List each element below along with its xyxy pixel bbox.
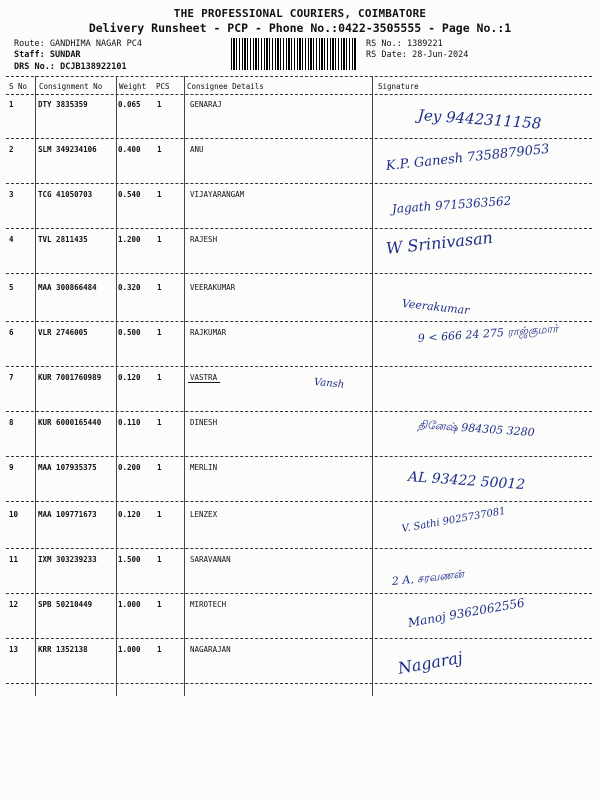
column-divider <box>372 76 373 696</box>
row-consignment-no: DTY 3835359 <box>38 100 88 109</box>
row-pcs: 1 <box>157 235 162 244</box>
row-weight: 1.000 <box>118 600 141 609</box>
row-weight: 0.200 <box>118 463 141 472</box>
row-consignee: NAGARAJAN <box>190 645 231 654</box>
drs-value: DCJB138922101 <box>60 62 127 72</box>
staff-value: SUNDAR <box>49 50 81 60</box>
row-consignment-no: MAA 107935375 <box>38 463 97 472</box>
row-separator <box>6 183 592 184</box>
row-separator <box>6 273 592 274</box>
rs-no-value: 1389221 <box>406 39 443 49</box>
column-divider <box>116 76 117 696</box>
row-consignment-no: SLM 349234106 <box>38 145 97 154</box>
strikethrough-mark <box>188 382 220 383</box>
staff-line <box>14 50 81 60</box>
row-consignment-no: KRR 1352138 <box>38 645 88 654</box>
row-sno: 10 <box>9 510 19 519</box>
row-weight: 0.120 <box>118 373 141 382</box>
row-sno: 8 <box>9 418 14 427</box>
row-consignment-no: KUR 6000165440 <box>38 418 102 427</box>
column-header-consignment: Consignment No <box>39 82 103 91</box>
row-consignment-no: KUR 7001760989 <box>38 373 102 382</box>
row-consignment-no: IXM 303239233 <box>38 555 97 564</box>
row-separator <box>6 683 592 684</box>
drs-label: DRS No.: <box>14 62 55 72</box>
column-header-signature: Signature <box>378 82 419 91</box>
row-separator <box>6 593 592 594</box>
row-sno: 2 <box>9 145 14 154</box>
row-separator <box>6 638 592 639</box>
row-signature: Vansh <box>313 377 345 391</box>
row-sno: 9 <box>9 463 14 472</box>
row-separator <box>6 228 592 229</box>
row-signature: W Srinivasan <box>385 227 494 258</box>
route-line <box>14 39 142 49</box>
row-weight: 0.500 <box>118 328 141 337</box>
row-weight: 0.110 <box>118 418 141 427</box>
barcode <box>231 38 357 70</box>
row-signature: Veerakumar <box>401 297 471 318</box>
row-consignee: VASTRA <box>190 373 218 382</box>
row-pcs: 1 <box>157 510 162 519</box>
row-pcs: 1 <box>157 283 162 292</box>
row-pcs: 1 <box>157 145 162 154</box>
row-separator <box>6 548 592 549</box>
row-pcs: 1 <box>157 600 162 609</box>
row-separator <box>6 366 592 367</box>
row-pcs: 1 <box>157 463 162 472</box>
route-value: GANDHIMA NAGAR PC4 <box>49 39 142 49</box>
row-consignment-no: VLR 2746005 <box>38 328 88 337</box>
row-signature: 2 A, சரவணன் <box>391 567 465 588</box>
row-separator <box>6 456 592 457</box>
row-consignee: ANU <box>190 145 204 154</box>
row-weight: 0.540 <box>118 190 141 199</box>
rs-no-line <box>366 39 443 49</box>
row-sno: 1 <box>9 100 14 109</box>
row-sno: 12 <box>9 600 19 609</box>
column-header-consignee: Consignee Details <box>187 82 264 91</box>
row-signature: Manoj 9362062556 <box>406 595 526 630</box>
row-consignment-no: MAA 109771673 <box>38 510 97 519</box>
header-bottom-rule <box>6 94 592 95</box>
row-consignment-no: TCG 41050703 <box>38 190 93 199</box>
row-signature: 9 < 666 24 275 ராஜ்குமார் <box>417 322 559 345</box>
row-weight: 1.200 <box>118 235 141 244</box>
drs-line <box>14 62 127 72</box>
row-consignee: GENARAJ <box>190 100 222 109</box>
row-consignee: MERLIN <box>190 463 218 472</box>
row-sno: 7 <box>9 373 14 382</box>
row-consignment-no: MAA 300866484 <box>38 283 97 292</box>
rs-date-line <box>366 50 468 60</box>
column-divider <box>184 76 185 696</box>
row-sno: 11 <box>9 555 19 564</box>
row-consignee: SARAVANAN <box>190 555 231 564</box>
header-top-rule <box>6 76 592 77</box>
runsheet-title: Delivery Runsheet - PCP - Phone No.:0422-3505555 - Page No.:1 <box>88 21 512 35</box>
row-signature: AL 93422 50012 <box>407 469 526 494</box>
row-weight: 0.065 <box>118 100 141 109</box>
route-label: Route: <box>14 39 45 49</box>
row-consignee: VIJAYARANGAM <box>190 190 245 199</box>
row-sno: 3 <box>9 190 14 199</box>
row-pcs: 1 <box>157 190 162 199</box>
row-signature: Jey 9442311158 <box>417 106 542 133</box>
row-signature: தினேஷ் 984305 3280 <box>417 418 536 440</box>
row-separator <box>6 321 592 322</box>
row-weight: 0.320 <box>118 283 141 292</box>
row-pcs: 1 <box>157 645 162 654</box>
row-pcs: 1 <box>157 328 162 337</box>
row-separator <box>6 411 592 412</box>
row-consignee: RAJESH <box>190 235 218 244</box>
row-sno: 4 <box>9 235 14 244</box>
row-weight: 0.400 <box>118 145 141 154</box>
row-weight: 1.000 <box>118 645 141 654</box>
row-sno: 5 <box>9 283 14 292</box>
row-consignee: VEERAKUMAR <box>190 283 236 292</box>
row-pcs: 1 <box>157 555 162 564</box>
column-header-weight: Weight <box>119 82 147 91</box>
rs-no-label: RS No.: <box>366 39 402 49</box>
row-consignment-no: TVL 2811435 <box>38 235 88 244</box>
row-signature: Jagath 9715363562 <box>391 193 512 216</box>
row-signature: V. Sathi 9025737081 <box>401 505 507 535</box>
staff-label: Staff: <box>14 50 45 60</box>
row-consignee: RAJKUMAR <box>190 328 227 337</box>
row-signature: Nagaraj <box>396 647 465 678</box>
row-weight: 1.500 <box>118 555 141 564</box>
row-consignee: LENZEX <box>190 510 218 519</box>
row-sno: 6 <box>9 328 14 337</box>
row-pcs: 1 <box>157 100 162 109</box>
row-separator <box>6 501 592 502</box>
rs-date-label: RS Date: <box>366 50 407 60</box>
row-pcs: 1 <box>157 373 162 382</box>
column-divider <box>35 76 36 696</box>
row-consignee: MIROTECH <box>190 600 227 609</box>
row-weight: 0.120 <box>118 510 141 519</box>
column-header-sno: S No <box>9 82 28 91</box>
row-separator <box>6 138 592 139</box>
row-consignment-no: SPB 50210449 <box>38 600 93 609</box>
row-signature: K.P. Ganesh 7358879053 <box>385 141 551 174</box>
row-pcs: 1 <box>157 418 162 427</box>
row-sno: 13 <box>9 645 19 654</box>
row-consignee: DINESH <box>190 418 218 427</box>
rs-date-value: 28-Jun-2024 <box>412 50 469 60</box>
column-header-pcs: PCS <box>156 82 170 91</box>
company-name: THE PROFESSIONAL COURIERS, COIMBATORE <box>173 7 427 20</box>
